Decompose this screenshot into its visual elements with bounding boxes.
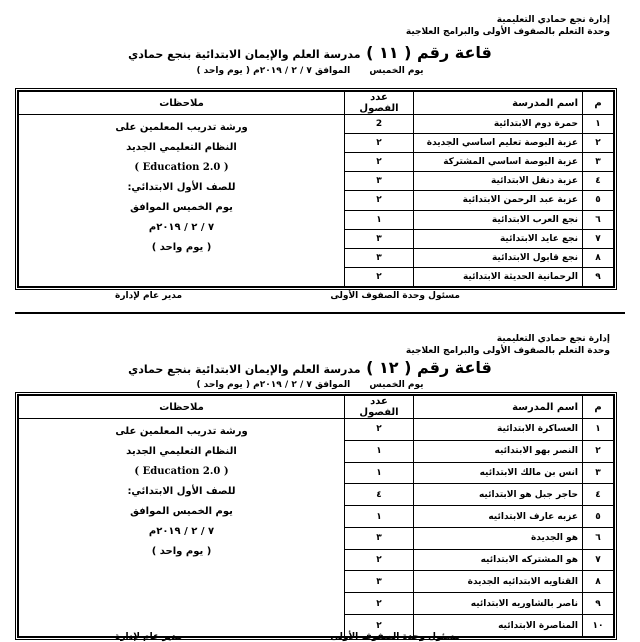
row-number: ٢ [583, 440, 614, 462]
date-line [0, 380, 620, 390]
hall-number: قاعة رقم ( ١٢ ) [366, 358, 492, 377]
row-number: ٩ [583, 267, 614, 286]
org-line-2: وحدة التعلم بالصفوف الأولى والبرامج العلاجية [405, 27, 610, 37]
hall-number: قاعة رقم ( ١١ ) [366, 43, 492, 62]
class-count: ٣ [345, 527, 414, 549]
table-row [19, 115, 614, 134]
school-name: عزبة البوصة اساسي المشتركة [414, 153, 583, 172]
table-row [19, 419, 614, 441]
row-number: ٨ [583, 571, 614, 593]
class-count: ٢ [345, 134, 414, 153]
row-number: ٦ [583, 210, 614, 229]
org-line-1: إدارة نجع حمادي التعليمية [496, 15, 610, 25]
row-number: ١ [583, 115, 614, 134]
hall-school: مدرسة العلم والإيمان الابتدائية بنجع حمادي [128, 48, 361, 61]
row-number: ٨ [583, 248, 614, 267]
note-line: ( يوم واحد ) [151, 546, 212, 557]
col-notes-header: ملاحظات [19, 92, 345, 115]
note-line: النظام التعليمي الجديد [126, 142, 237, 153]
signature-unit-head: مسئول وحدة الصفوف الأولى [330, 291, 460, 301]
org-header [406, 333, 610, 357]
note-line: يوم الخميس الموافق [130, 202, 233, 213]
class-count: ١ [345, 506, 414, 528]
schools-table [15, 392, 617, 640]
col-count-header: عدد الفصول [345, 92, 414, 115]
row-number: ٤ [583, 172, 614, 191]
class-count: ٣ [345, 229, 414, 248]
note-line: للصف الأول الابتدائي: [127, 182, 236, 193]
row-number: ٥ [583, 506, 614, 528]
row-number: ٥ [583, 191, 614, 210]
note-line: ( يوم واحد ) [151, 242, 212, 253]
note-line: ورشة تدريب المعلمين على [115, 122, 248, 133]
school-name: ناصر بالشاوريه الابتدائيه [414, 593, 583, 615]
school-name: حمرة دوم الابتدائية [414, 115, 583, 134]
row-number: ٧ [583, 549, 614, 571]
class-count: ٢ [345, 549, 414, 571]
day-label: يوم الخميس [369, 380, 424, 390]
class-count: ٢ [345, 153, 414, 172]
row-number: ٢ [583, 134, 614, 153]
col-num-header: م [583, 92, 614, 115]
school-name: نجع العرب الابتدائية [414, 210, 583, 229]
date-label: الموافق ٧ / ٢ / ٢٠١٩م ( يوم واحد ) [196, 66, 351, 76]
class-count: ٢ [345, 593, 414, 615]
row-number: ٩ [583, 593, 614, 615]
note-line: يوم الخميس الموافق [130, 506, 233, 517]
hall-title [0, 358, 620, 377]
class-count: 2 [345, 115, 414, 134]
col-notes-header: ملاحظات [19, 396, 345, 419]
school-name: هو الجديدة [414, 527, 583, 549]
class-count: ٢ [345, 191, 414, 210]
class-count: ٢ [345, 615, 414, 637]
col-school-header: اسم المدرسة [414, 396, 583, 419]
day-label: يوم الخميس [369, 66, 424, 76]
row-number: ٦ [583, 527, 614, 549]
notes-cell [19, 115, 345, 287]
school-name: هو المشتركه الابتدائيه [414, 549, 583, 571]
col-num-header: م [583, 396, 614, 419]
col-count-header: عدد الفصول [345, 396, 414, 419]
hall-school: مدرسة العلم والإيمان الابتدائية بنجع حمادي [128, 363, 361, 376]
school-name: العساكرة الابتدائية [414, 419, 583, 441]
date-label: الموافق ٧ / ٢ / ٢٠١٩م ( يوم واحد ) [196, 380, 351, 390]
note-line: للصف الأول الابتدائي: [127, 486, 236, 497]
note-line: ( Education 2.0 ) [134, 162, 229, 173]
notes-cell [19, 419, 345, 637]
date-line [0, 66, 620, 76]
note-line: ( Education 2.0 ) [134, 466, 229, 477]
signature-director: مدير عام لإدارة [115, 632, 183, 642]
school-name: عزبة البوصة تعليم اساسي الجديدة [414, 134, 583, 153]
school-name: عزبه عارف الابتدائيه [414, 506, 583, 528]
schools-table [15, 88, 617, 290]
class-count: ٤ [345, 484, 414, 506]
school-name: عزبة دنقل الابتدائية [414, 172, 583, 191]
org-line-2: وحدة التعلم بالصفوف الأولى والبرامج العلاجية [405, 346, 610, 356]
class-count: ١ [345, 440, 414, 462]
note-line: ورشة تدريب المعلمين على [115, 426, 248, 437]
org-line-1: إدارة نجع حمادي التعليمية [496, 334, 610, 344]
row-number: ٣ [583, 462, 614, 484]
signature-unit-head: مسئول وحدة الصفوف الأولى [330, 632, 460, 642]
hall-title [0, 43, 620, 62]
school-name: الرحمانية الحديثة الابتدائية [414, 267, 583, 286]
section-divider [15, 312, 625, 314]
row-number: ٧ [583, 229, 614, 248]
class-count: ١ [345, 210, 414, 229]
school-name: القناويه الابتدائيه الجديدة [414, 571, 583, 593]
class-count: ٢ [345, 267, 414, 286]
note-line: ٧ / ٢ / ٢٠١٩م [148, 222, 215, 233]
school-name: نجع عايد الابتدائية [414, 229, 583, 248]
school-name: حاجر جبل هو الابتدائيه [414, 484, 583, 506]
class-count: ١ [345, 462, 414, 484]
class-count: ٢ [345, 419, 414, 441]
class-count: ٣ [345, 172, 414, 191]
note-line: النظام التعليمي الجديد [126, 446, 237, 457]
school-name: نجع قابول الابتدائية [414, 248, 583, 267]
table-header-row [19, 396, 614, 419]
col-school-header: اسم المدرسة [414, 92, 583, 115]
org-header [406, 14, 610, 38]
row-number: ١ [583, 419, 614, 441]
row-number: ٤ [583, 484, 614, 506]
school-name: المناصرة الابتدائيه [414, 615, 583, 637]
table-header-row [19, 92, 614, 115]
class-count: ٣ [345, 248, 414, 267]
school-name: النصر بهو الابتدائيه [414, 440, 583, 462]
signature-director: مدير عام لإدارة [115, 291, 183, 301]
school-name: عزبة عبد الرحمن الابتدائية [414, 191, 583, 210]
row-number: ١٠ [583, 615, 614, 637]
row-number: ٣ [583, 153, 614, 172]
class-count: ٣ [345, 571, 414, 593]
school-name: انس بن مالك الابتدائيه [414, 462, 583, 484]
note-line: ٧ / ٢ / ٢٠١٩م [148, 526, 215, 537]
